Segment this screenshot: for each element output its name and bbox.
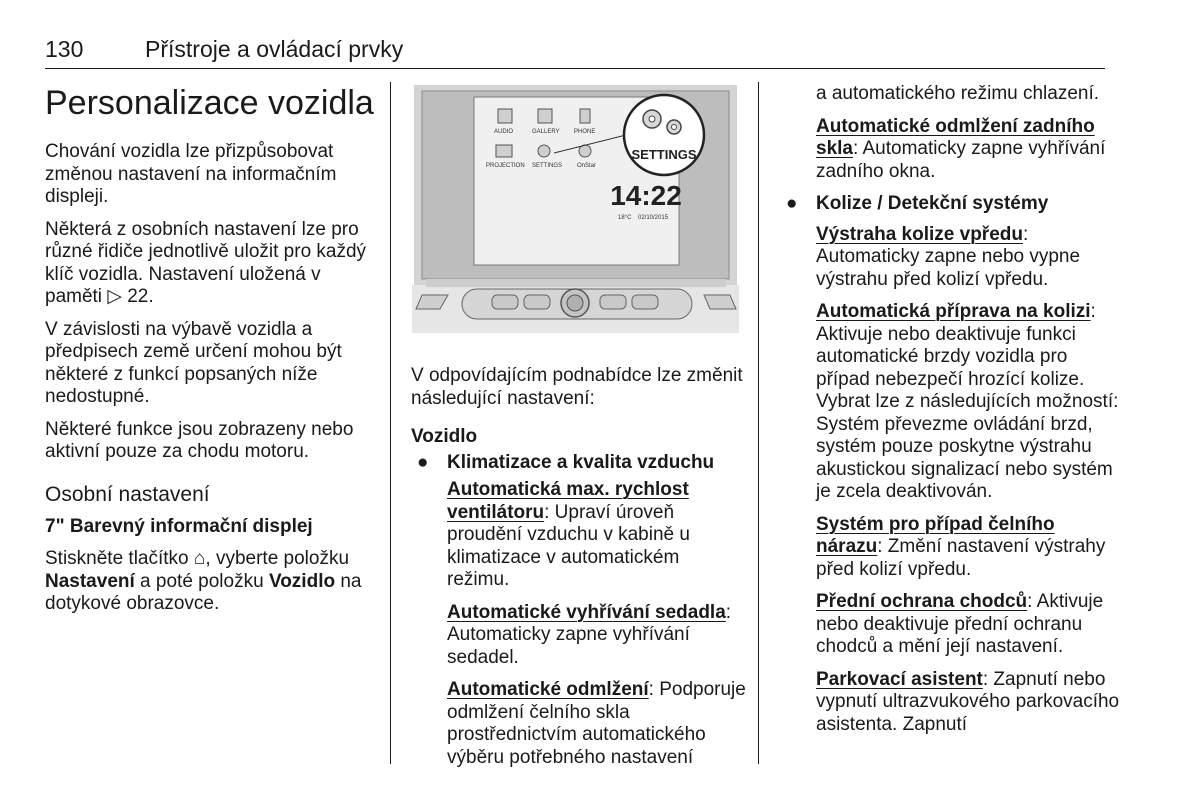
projection-icon	[496, 145, 512, 157]
column-divider-right	[758, 82, 759, 764]
icon-label-gallery: GALLERY	[532, 129, 560, 135]
infotainment-display-illustration	[412, 83, 739, 345]
subsection-title: Osobní nastavení	[45, 482, 210, 506]
paragraph: Některá z osobních nastavení lze pro různé řidiče jednotlivě uložit pro každý klíč vozidla. Nastavení uložená v paměti ▷ 22.	[45, 218, 367, 307]
continued-text: a automatického režimu chlazení.	[816, 83, 1100, 104]
icon-label-settings: SETTINGS	[532, 163, 563, 169]
setting-item: Systém pro případ čelního nárazu: Změní nastavení výstrahy před kolizí vpředu.	[816, 513, 1106, 580]
paragraph: Některé funkce jsou zobrazeny nebo aktivní pouze za chodu motoru.	[45, 418, 354, 462]
audio-icon	[498, 109, 512, 123]
right-column	[780, 83, 1120, 746]
settings-callout	[624, 95, 704, 175]
clock-time: 14:22	[610, 180, 682, 211]
section-title: Personalizace vozidla	[45, 84, 374, 122]
icon-label-onstar: OnStar	[577, 163, 597, 169]
instruction-paragraph: Stiskněte tlačítko ⌂, vyberte položku Nastavení a poté položku Vozidlo na dotykové obrazovce.	[45, 548, 362, 614]
infotainment-display-figure	[412, 83, 739, 345]
temperature: 18°C	[618, 215, 632, 221]
phone-icon	[580, 109, 590, 123]
setting-item: Automatická max. rychlost ventilátoru: Upraví úroveň proudění vzduchu v kabině u klimatizace v automatickém režimu.	[447, 479, 690, 590]
bullet-dot-icon: ●	[417, 451, 429, 473]
page-header	[45, 32, 1105, 69]
column-divider-left	[390, 82, 391, 764]
intro-paragraph: V odpovídajícím podnabídce lze změnit následující nastavení:	[411, 365, 743, 409]
date: 02/10/2015	[638, 215, 669, 221]
bullet-dot-icon: ●	[786, 193, 798, 214]
page-number: 130	[45, 36, 84, 62]
icon-label-phone: PHONE	[574, 129, 596, 135]
left-column	[45, 83, 375, 626]
bullet-item: ● Kolize / Detekční systémy	[786, 193, 1049, 214]
icon-label-projection: PROJECTION	[486, 163, 525, 169]
paragraph: Chování vozidla lze přizpůsobovat změnou nastavení na informačním displeji.	[45, 141, 337, 207]
display-heading: 7" Barevný informační displej	[45, 515, 313, 537]
paragraph: V závislosti na výbavě vozidla a předpisech země určení mohou být některé z funkcí popsaných níže nedostupné.	[45, 318, 342, 407]
middle-column	[411, 365, 746, 779]
group-heading: Vozidlo	[411, 426, 478, 447]
bullet-item: ● Klimatizace a kvalita vzduchu	[417, 451, 715, 473]
icon-label-audio: AUDIO	[494, 129, 514, 135]
home-icon: ⌂	[193, 548, 206, 569]
page-ref-arrow-icon: ▷	[107, 286, 122, 307]
setting-item: Přední ochrana chodců: Aktivuje nebo deaktivuje přední ochranu chodců a mění její nastavení.	[816, 591, 1104, 657]
chapter-title: Přístroje a ovládací prvky	[145, 36, 404, 62]
setting-item: Parkovací asistent: Zapnutí nebo vypnutí ultrazvukového parkovacího asistenta. Zapnutí	[816, 668, 1120, 735]
callout-label: SETTINGS	[631, 147, 697, 162]
setting-item: Automatická příprava na kolizi: Aktivuje nebo deaktivuje funkci automatické brzdy vozidla pro případ nebezpečí hrozící kolize. Vybrat lze z následujících možností: Systém převezme ovládání brzd, systém pouze poskytne výstrahu akustickou signalizací nebo systém je zcela deaktivován.	[816, 301, 1119, 502]
setting-item: Automatické odmlžení: Podporuje odmlžení čelního skla prostřednictvím automatického výběru potřebného nastavení	[447, 679, 746, 768]
settings-gear-icon	[538, 145, 550, 157]
gallery-icon	[538, 109, 552, 123]
setting-item: Výstraha kolize vpředu: Automaticky zapne nebo vypne výstrahu před kolizí vpředu.	[816, 223, 1081, 290]
page-ref-link[interactable]: 22.	[127, 286, 154, 307]
setting-item: Automatické odmlžení zadního skla: Automaticky zapne vyhřívání zadního okna.	[816, 115, 1106, 182]
setting-item: Automatické vyhřívání sedadla: Automaticky zapne vyhřívání sedadel.	[447, 601, 732, 668]
